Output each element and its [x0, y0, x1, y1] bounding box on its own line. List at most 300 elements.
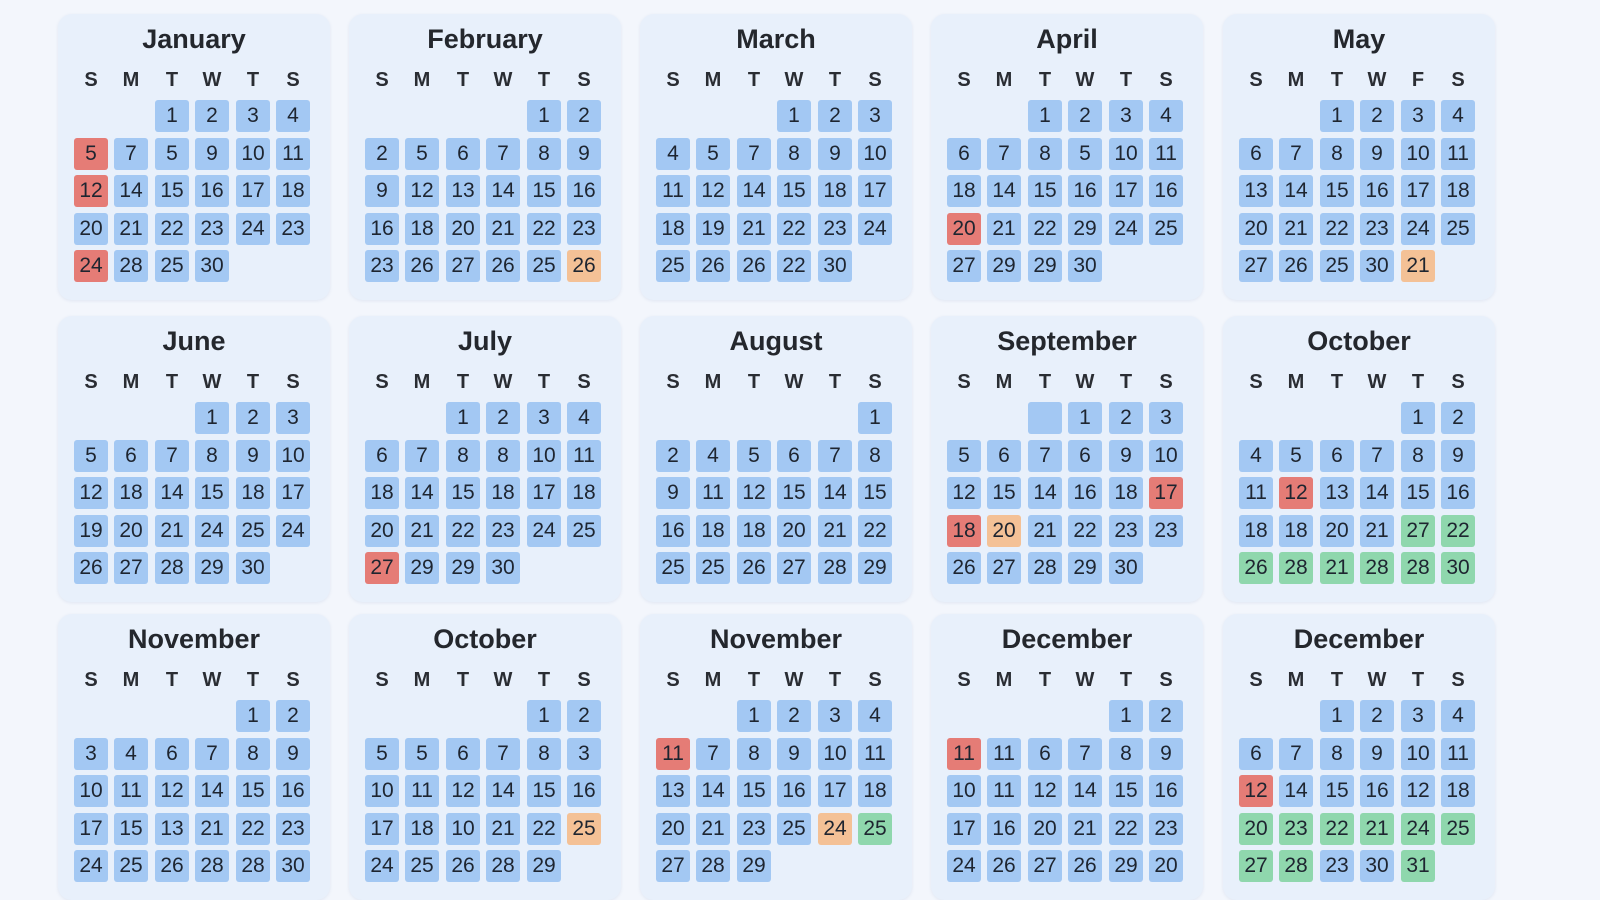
day-cell[interactable]: 20	[1239, 213, 1273, 245]
day-cell[interactable]: 14	[195, 775, 229, 807]
day-cell[interactable]: 25	[567, 515, 601, 547]
day-cell[interactable]: 1	[1109, 700, 1143, 732]
day-cell[interactable]: 7	[405, 440, 439, 472]
day-cell[interactable]: 21	[486, 213, 520, 245]
day-cell[interactable]: 11	[947, 738, 981, 770]
day-cell[interactable]: 5	[74, 440, 108, 472]
day-cell[interactable]: 4	[114, 738, 148, 770]
day-cell[interactable]: 12	[74, 175, 108, 207]
day-cell[interactable]: 17	[236, 175, 270, 207]
day-cell[interactable]: 26	[1239, 552, 1273, 584]
day-cell[interactable]: 3	[74, 738, 108, 770]
day-cell[interactable]: 26	[1279, 250, 1313, 282]
day-cell[interactable]: 1	[737, 700, 771, 732]
day-cell[interactable]: 23	[1149, 813, 1183, 845]
day-cell[interactable]: 16	[777, 775, 811, 807]
day-cell[interactable]: 8	[1401, 440, 1435, 472]
day-cell[interactable]: 11	[405, 775, 439, 807]
day-cell[interactable]: 13	[656, 775, 690, 807]
day-cell[interactable]: 14	[818, 477, 852, 509]
day-cell[interactable]: 21	[987, 213, 1021, 245]
day-cell[interactable]: 15	[1109, 775, 1143, 807]
day-cell[interactable]: 10	[365, 775, 399, 807]
day-cell[interactable]: 2	[236, 402, 270, 434]
day-cell[interactable]: 10	[74, 775, 108, 807]
day-cell[interactable]: 11	[656, 175, 690, 207]
day-cell[interactable]: 1	[777, 100, 811, 132]
day-cell[interactable]: 31	[1401, 850, 1435, 882]
day-cell[interactable]: 23	[486, 515, 520, 547]
day-cell[interactable]: 6	[114, 440, 148, 472]
day-cell[interactable]: 9	[1360, 138, 1394, 170]
day-cell[interactable]: 27	[987, 552, 1021, 584]
day-cell[interactable]: 18	[405, 813, 439, 845]
day-cell[interactable]: 28	[696, 850, 730, 882]
day-cell[interactable]: 25	[1320, 250, 1354, 282]
day-cell[interactable]: 1	[1320, 100, 1354, 132]
day-cell[interactable]: 2	[1441, 402, 1475, 434]
day-cell[interactable]: 5	[1068, 138, 1102, 170]
day-cell[interactable]: 21	[405, 515, 439, 547]
day-cell[interactable]: 8	[1028, 138, 1062, 170]
day-cell[interactable]: 3	[236, 100, 270, 132]
day-cell[interactable]: 4	[567, 402, 601, 434]
day-cell[interactable]: 2	[195, 100, 229, 132]
day-cell[interactable]: 3	[1149, 402, 1183, 434]
day-cell[interactable]: 25	[656, 552, 690, 584]
day-cell[interactable]: 24	[947, 850, 981, 882]
day-cell[interactable]: 24	[1109, 213, 1143, 245]
day-cell[interactable]: 2	[656, 440, 690, 472]
day-cell[interactable]: 14	[114, 175, 148, 207]
day-cell[interactable]: 27	[777, 552, 811, 584]
day-cell[interactable]: 20	[365, 515, 399, 547]
day-cell[interactable]: 10	[276, 440, 310, 472]
day-cell[interactable]: 14	[1360, 477, 1394, 509]
day-cell[interactable]: 18	[818, 175, 852, 207]
day-cell[interactable]: 16	[276, 775, 310, 807]
day-cell[interactable]: 25	[567, 813, 601, 845]
day-cell[interactable]: 17	[74, 813, 108, 845]
day-cell[interactable]: 18	[1441, 175, 1475, 207]
day-cell[interactable]: 7	[1068, 738, 1102, 770]
day-cell[interactable]: 29	[858, 552, 892, 584]
day-cell[interactable]: 27	[114, 552, 148, 584]
day-cell[interactable]: 12	[405, 175, 439, 207]
day-cell[interactable]: 14	[1279, 775, 1313, 807]
day-cell[interactable]: 22	[1441, 515, 1475, 547]
day-cell[interactable]: 30	[1109, 552, 1143, 584]
day-cell[interactable]: 9	[195, 138, 229, 170]
day-cell[interactable]: 12	[1028, 775, 1062, 807]
day-cell[interactable]: 18	[236, 477, 270, 509]
day-cell[interactable]: 2	[1360, 700, 1394, 732]
day-cell[interactable]: 12	[696, 175, 730, 207]
day-cell[interactable]: 20	[446, 213, 480, 245]
day-cell[interactable]: 23	[276, 813, 310, 845]
day-cell[interactable]: 24	[1401, 813, 1435, 845]
day-cell[interactable]: 7	[737, 138, 771, 170]
day-cell[interactable]: 16	[1068, 477, 1102, 509]
day-cell[interactable]: 7	[696, 738, 730, 770]
day-cell[interactable]: 16	[1149, 775, 1183, 807]
day-cell[interactable]: 17	[1109, 175, 1143, 207]
day-cell[interactable]: 9	[1441, 440, 1475, 472]
day-cell[interactable]: 24	[527, 515, 561, 547]
day-cell[interactable]: 18	[365, 477, 399, 509]
day-cell[interactable]: 30	[1360, 850, 1394, 882]
day-cell[interactable]: 16	[1360, 775, 1394, 807]
day-cell[interactable]: 18	[1441, 775, 1475, 807]
day-cell[interactable]: 2	[1149, 700, 1183, 732]
day-cell[interactable]: 28	[195, 850, 229, 882]
day-cell[interactable]: 28	[486, 850, 520, 882]
day-cell[interactable]: 19	[696, 213, 730, 245]
day-cell[interactable]: 29	[1068, 552, 1102, 584]
day-cell[interactable]: 5	[405, 738, 439, 770]
day-cell[interactable]: 1	[1320, 700, 1354, 732]
day-cell[interactable]: 28	[1279, 850, 1313, 882]
day-cell[interactable]: 11	[567, 440, 601, 472]
day-cell[interactable]: 1	[446, 402, 480, 434]
day-cell[interactable]: 22	[1068, 515, 1102, 547]
day-cell[interactable]: 9	[567, 138, 601, 170]
day-cell[interactable]: 24	[858, 213, 892, 245]
day-cell[interactable]: 23	[276, 213, 310, 245]
day-cell[interactable]: 26	[1068, 850, 1102, 882]
day-cell[interactable]: 7	[818, 440, 852, 472]
day-cell[interactable]: 20	[114, 515, 148, 547]
day-cell[interactable]: 21	[1068, 813, 1102, 845]
day-cell[interactable]: 16	[567, 175, 601, 207]
day-cell[interactable]: 4	[696, 440, 730, 472]
day-cell[interactable]: 1	[527, 700, 561, 732]
day-cell[interactable]: 11	[858, 738, 892, 770]
day-cell[interactable]: 21	[818, 515, 852, 547]
day-cell[interactable]: 18	[276, 175, 310, 207]
day-cell[interactable]: 12	[947, 477, 981, 509]
day-cell[interactable]: 3	[858, 100, 892, 132]
day-cell[interactable]: 8	[1320, 138, 1354, 170]
day-cell[interactable]: 15	[446, 477, 480, 509]
day-cell[interactable]: 15	[777, 175, 811, 207]
day-cell[interactable]: 10	[1149, 440, 1183, 472]
day-cell[interactable]: 2	[276, 700, 310, 732]
day-cell[interactable]: 9	[276, 738, 310, 770]
day-cell[interactable]: 18	[1239, 515, 1273, 547]
day-cell[interactable]: 26	[567, 250, 601, 282]
day-cell[interactable]: 8	[195, 440, 229, 472]
day-cell[interactable]: 5	[155, 138, 189, 170]
day-cell[interactable]: 2	[1068, 100, 1102, 132]
day-cell[interactable]: 26	[486, 250, 520, 282]
day-cell[interactable]: 9	[777, 738, 811, 770]
day-cell[interactable]: 18	[567, 477, 601, 509]
day-cell[interactable]: 10	[1401, 138, 1435, 170]
day-cell[interactable]: 15	[527, 775, 561, 807]
day-cell[interactable]: 18	[947, 175, 981, 207]
day-cell[interactable]: 20	[947, 213, 981, 245]
day-cell[interactable]: 10	[858, 138, 892, 170]
day-cell[interactable]: 20	[1028, 813, 1062, 845]
day-cell[interactable]: 15	[1320, 775, 1354, 807]
day-cell[interactable]: 1	[195, 402, 229, 434]
day-cell[interactable]: 21	[114, 213, 148, 245]
day-cell[interactable]: 15	[195, 477, 229, 509]
day-cell[interactable]: 2	[365, 138, 399, 170]
day-cell[interactable]: 14	[155, 477, 189, 509]
day-cell[interactable]: 16	[1360, 175, 1394, 207]
day-cell[interactable]: 13	[446, 175, 480, 207]
day-cell[interactable]: 1	[155, 100, 189, 132]
day-cell[interactable]: 23	[1149, 515, 1183, 547]
day-cell[interactable]: 7	[486, 738, 520, 770]
day-cell[interactable]: 12	[155, 775, 189, 807]
day-cell[interactable]: 7	[155, 440, 189, 472]
day-cell[interactable]: 18	[947, 515, 981, 547]
day-cell[interactable]: 27	[1239, 250, 1273, 282]
day-cell[interactable]: 2	[1360, 100, 1394, 132]
day-cell[interactable]: 6	[365, 440, 399, 472]
day-cell[interactable]: 1	[236, 700, 270, 732]
day-cell[interactable]: 10	[527, 440, 561, 472]
day-cell[interactable]: 16	[365, 213, 399, 245]
day-cell[interactable]: 28	[1360, 552, 1394, 584]
day-cell[interactable]: 3	[1109, 100, 1143, 132]
day-cell[interactable]: 16	[567, 775, 601, 807]
day-cell[interactable]: 18	[114, 477, 148, 509]
day-cell[interactable]: 8	[446, 440, 480, 472]
day-cell[interactable]: 5	[74, 138, 108, 170]
day-cell[interactable]: 17	[365, 813, 399, 845]
day-cell[interactable]: 15	[858, 477, 892, 509]
day-cell[interactable]: 17	[947, 813, 981, 845]
day-cell[interactable]: 18	[656, 213, 690, 245]
day-cell[interactable]: 16	[1068, 175, 1102, 207]
day-cell[interactable]: 30	[486, 552, 520, 584]
day-cell[interactable]: 23	[195, 213, 229, 245]
day-cell[interactable]: 30	[236, 552, 270, 584]
day-cell[interactable]: 25	[155, 250, 189, 282]
day-cell[interactable]: 16	[656, 515, 690, 547]
day-cell[interactable]: 7	[1360, 440, 1394, 472]
day-cell[interactable]: 22	[236, 813, 270, 845]
day-cell[interactable]: 27	[947, 250, 981, 282]
day-cell[interactable]: 27	[656, 850, 690, 882]
day-cell[interactable]: 21	[696, 813, 730, 845]
day-cell[interactable]: 1	[1401, 402, 1435, 434]
day-cell[interactable]: 21	[1360, 515, 1394, 547]
day-cell[interactable]: 7	[195, 738, 229, 770]
day-cell[interactable]: 15	[155, 175, 189, 207]
day-cell[interactable]: 25	[1441, 213, 1475, 245]
day-cell[interactable]: 20	[777, 515, 811, 547]
day-cell[interactable]: 7	[987, 138, 1021, 170]
day-cell[interactable]: 27	[446, 250, 480, 282]
day-cell[interactable]: 23	[818, 213, 852, 245]
day-cell[interactable]: 11	[987, 738, 1021, 770]
day-cell[interactable]: 26	[737, 552, 771, 584]
day-cell[interactable]: 16	[195, 175, 229, 207]
day-cell[interactable]: 27	[365, 552, 399, 584]
day-cell[interactable]: 22	[527, 213, 561, 245]
day-cell[interactable]: 21	[1028, 515, 1062, 547]
day-cell[interactable]: 5	[947, 440, 981, 472]
day-cell[interactable]: 20	[1320, 515, 1354, 547]
day-cell[interactable]: 1	[1068, 402, 1102, 434]
day-cell[interactable]: 6	[1320, 440, 1354, 472]
day-cell[interactable]: 12	[74, 477, 108, 509]
day-cell[interactable]: 5	[696, 138, 730, 170]
day-cell[interactable]: 6	[446, 138, 480, 170]
day-cell[interactable]: 25	[858, 813, 892, 845]
day-cell[interactable]: 14	[486, 775, 520, 807]
day-cell[interactable]: 8	[527, 738, 561, 770]
day-cell[interactable]: 28	[1401, 552, 1435, 584]
day-cell[interactable]: 30	[276, 850, 310, 882]
day-cell[interactable]: 29	[737, 850, 771, 882]
day-cell[interactable]: 8	[486, 440, 520, 472]
day-cell[interactable]: 12	[1401, 775, 1435, 807]
day-cell[interactable]: 14	[696, 775, 730, 807]
day-cell[interactable]: 22	[1109, 813, 1143, 845]
day-cell[interactable]: 14	[737, 175, 771, 207]
day-cell[interactable]: 21	[1401, 250, 1435, 282]
day-cell[interactable]: 11	[1441, 738, 1475, 770]
day-cell[interactable]: 15	[1028, 175, 1062, 207]
day-cell[interactable]: 23	[1320, 850, 1354, 882]
day-cell[interactable]: 9	[1149, 738, 1183, 770]
day-cell[interactable]: 29	[1028, 250, 1062, 282]
day-cell[interactable]: 18	[486, 477, 520, 509]
day-cell[interactable]: 7	[486, 138, 520, 170]
day-cell[interactable]: 12	[1279, 477, 1313, 509]
day-cell[interactable]: 6	[987, 440, 1021, 472]
day-cell[interactable]: 3	[567, 738, 601, 770]
day-cell[interactable]: 4	[276, 100, 310, 132]
day-cell[interactable]: 15	[114, 813, 148, 845]
day-cell[interactable]: 20	[656, 813, 690, 845]
day-cell[interactable]: 30	[818, 250, 852, 282]
day-cell[interactable]: 22	[155, 213, 189, 245]
day-cell[interactable]: 30	[195, 250, 229, 282]
day-cell[interactable]: 6	[947, 138, 981, 170]
day-cell[interactable]: 27	[1239, 850, 1273, 882]
day-cell[interactable]: 6	[1068, 440, 1102, 472]
day-cell[interactable]: 10	[947, 775, 981, 807]
day-cell[interactable]: 19	[74, 515, 108, 547]
day-cell[interactable]: 26	[987, 850, 1021, 882]
day-cell[interactable]: 24	[74, 250, 108, 282]
day-cell[interactable]: 24	[276, 515, 310, 547]
day-cell[interactable]: 3	[527, 402, 561, 434]
day-cell[interactable]: 2	[567, 100, 601, 132]
day-cell[interactable]: 15	[777, 477, 811, 509]
day-cell[interactable]: 5	[737, 440, 771, 472]
day-cell[interactable]: 20	[1149, 850, 1183, 882]
day-cell[interactable]: 25	[1149, 213, 1183, 245]
day-cell[interactable]: 9	[1360, 738, 1394, 770]
day-cell[interactable]: 5	[365, 738, 399, 770]
day-cell[interactable]: 26	[74, 552, 108, 584]
day-cell[interactable]: 18	[1279, 515, 1313, 547]
day-cell[interactable]	[1028, 402, 1062, 434]
day-cell[interactable]: 18	[737, 515, 771, 547]
day-cell[interactable]: 17	[527, 477, 561, 509]
day-cell[interactable]: 14	[1279, 175, 1313, 207]
day-cell[interactable]: 30	[1360, 250, 1394, 282]
day-cell[interactable]: 17	[1149, 477, 1183, 509]
day-cell[interactable]: 24	[74, 850, 108, 882]
day-cell[interactable]: 9	[818, 138, 852, 170]
day-cell[interactable]: 24	[1401, 213, 1435, 245]
day-cell[interactable]: 21	[1279, 213, 1313, 245]
day-cell[interactable]: 29	[1068, 213, 1102, 245]
day-cell[interactable]: 4	[1239, 440, 1273, 472]
day-cell[interactable]: 14	[486, 175, 520, 207]
day-cell[interactable]: 9	[1109, 440, 1143, 472]
day-cell[interactable]: 8	[858, 440, 892, 472]
day-cell[interactable]: 13	[155, 813, 189, 845]
day-cell[interactable]: 24	[195, 515, 229, 547]
day-cell[interactable]: 2	[818, 100, 852, 132]
day-cell[interactable]: 26	[155, 850, 189, 882]
day-cell[interactable]: 26	[446, 850, 480, 882]
day-cell[interactable]: 11	[276, 138, 310, 170]
day-cell[interactable]: 9	[236, 440, 270, 472]
day-cell[interactable]: 3	[276, 402, 310, 434]
day-cell[interactable]: 24	[365, 850, 399, 882]
day-cell[interactable]: 2	[1109, 402, 1143, 434]
day-cell[interactable]: 6	[1028, 738, 1062, 770]
day-cell[interactable]: 29	[446, 552, 480, 584]
day-cell[interactable]: 15	[1320, 175, 1354, 207]
day-cell[interactable]: 8	[1109, 738, 1143, 770]
day-cell[interactable]: 17	[1401, 175, 1435, 207]
day-cell[interactable]: 29	[1109, 850, 1143, 882]
day-cell[interactable]: 22	[527, 813, 561, 845]
day-cell[interactable]: 10	[236, 138, 270, 170]
day-cell[interactable]: 25	[114, 850, 148, 882]
day-cell[interactable]: 12	[737, 477, 771, 509]
day-cell[interactable]: 24	[818, 813, 852, 845]
day-cell[interactable]: 20	[987, 515, 1021, 547]
day-cell[interactable]: 6	[155, 738, 189, 770]
day-cell[interactable]: 8	[1320, 738, 1354, 770]
day-cell[interactable]: 23	[1279, 813, 1313, 845]
day-cell[interactable]: 22	[446, 515, 480, 547]
day-cell[interactable]: 14	[1068, 775, 1102, 807]
day-cell[interactable]: 9	[365, 175, 399, 207]
day-cell[interactable]: 20	[1239, 813, 1273, 845]
day-cell[interactable]: 3	[818, 700, 852, 732]
day-cell[interactable]: 23	[567, 213, 601, 245]
day-cell[interactable]: 11	[656, 738, 690, 770]
day-cell[interactable]: 28	[155, 552, 189, 584]
day-cell[interactable]: 23	[737, 813, 771, 845]
day-cell[interactable]: 22	[777, 213, 811, 245]
day-cell[interactable]: 29	[527, 850, 561, 882]
day-cell[interactable]: 14	[1028, 477, 1062, 509]
day-cell[interactable]: 6	[446, 738, 480, 770]
day-cell[interactable]: 8	[777, 138, 811, 170]
day-cell[interactable]: 18	[405, 213, 439, 245]
day-cell[interactable]: 20	[74, 213, 108, 245]
day-cell[interactable]: 25	[527, 250, 561, 282]
day-cell[interactable]: 17	[858, 175, 892, 207]
day-cell[interactable]: 17	[818, 775, 852, 807]
day-cell[interactable]: 5	[1279, 440, 1313, 472]
